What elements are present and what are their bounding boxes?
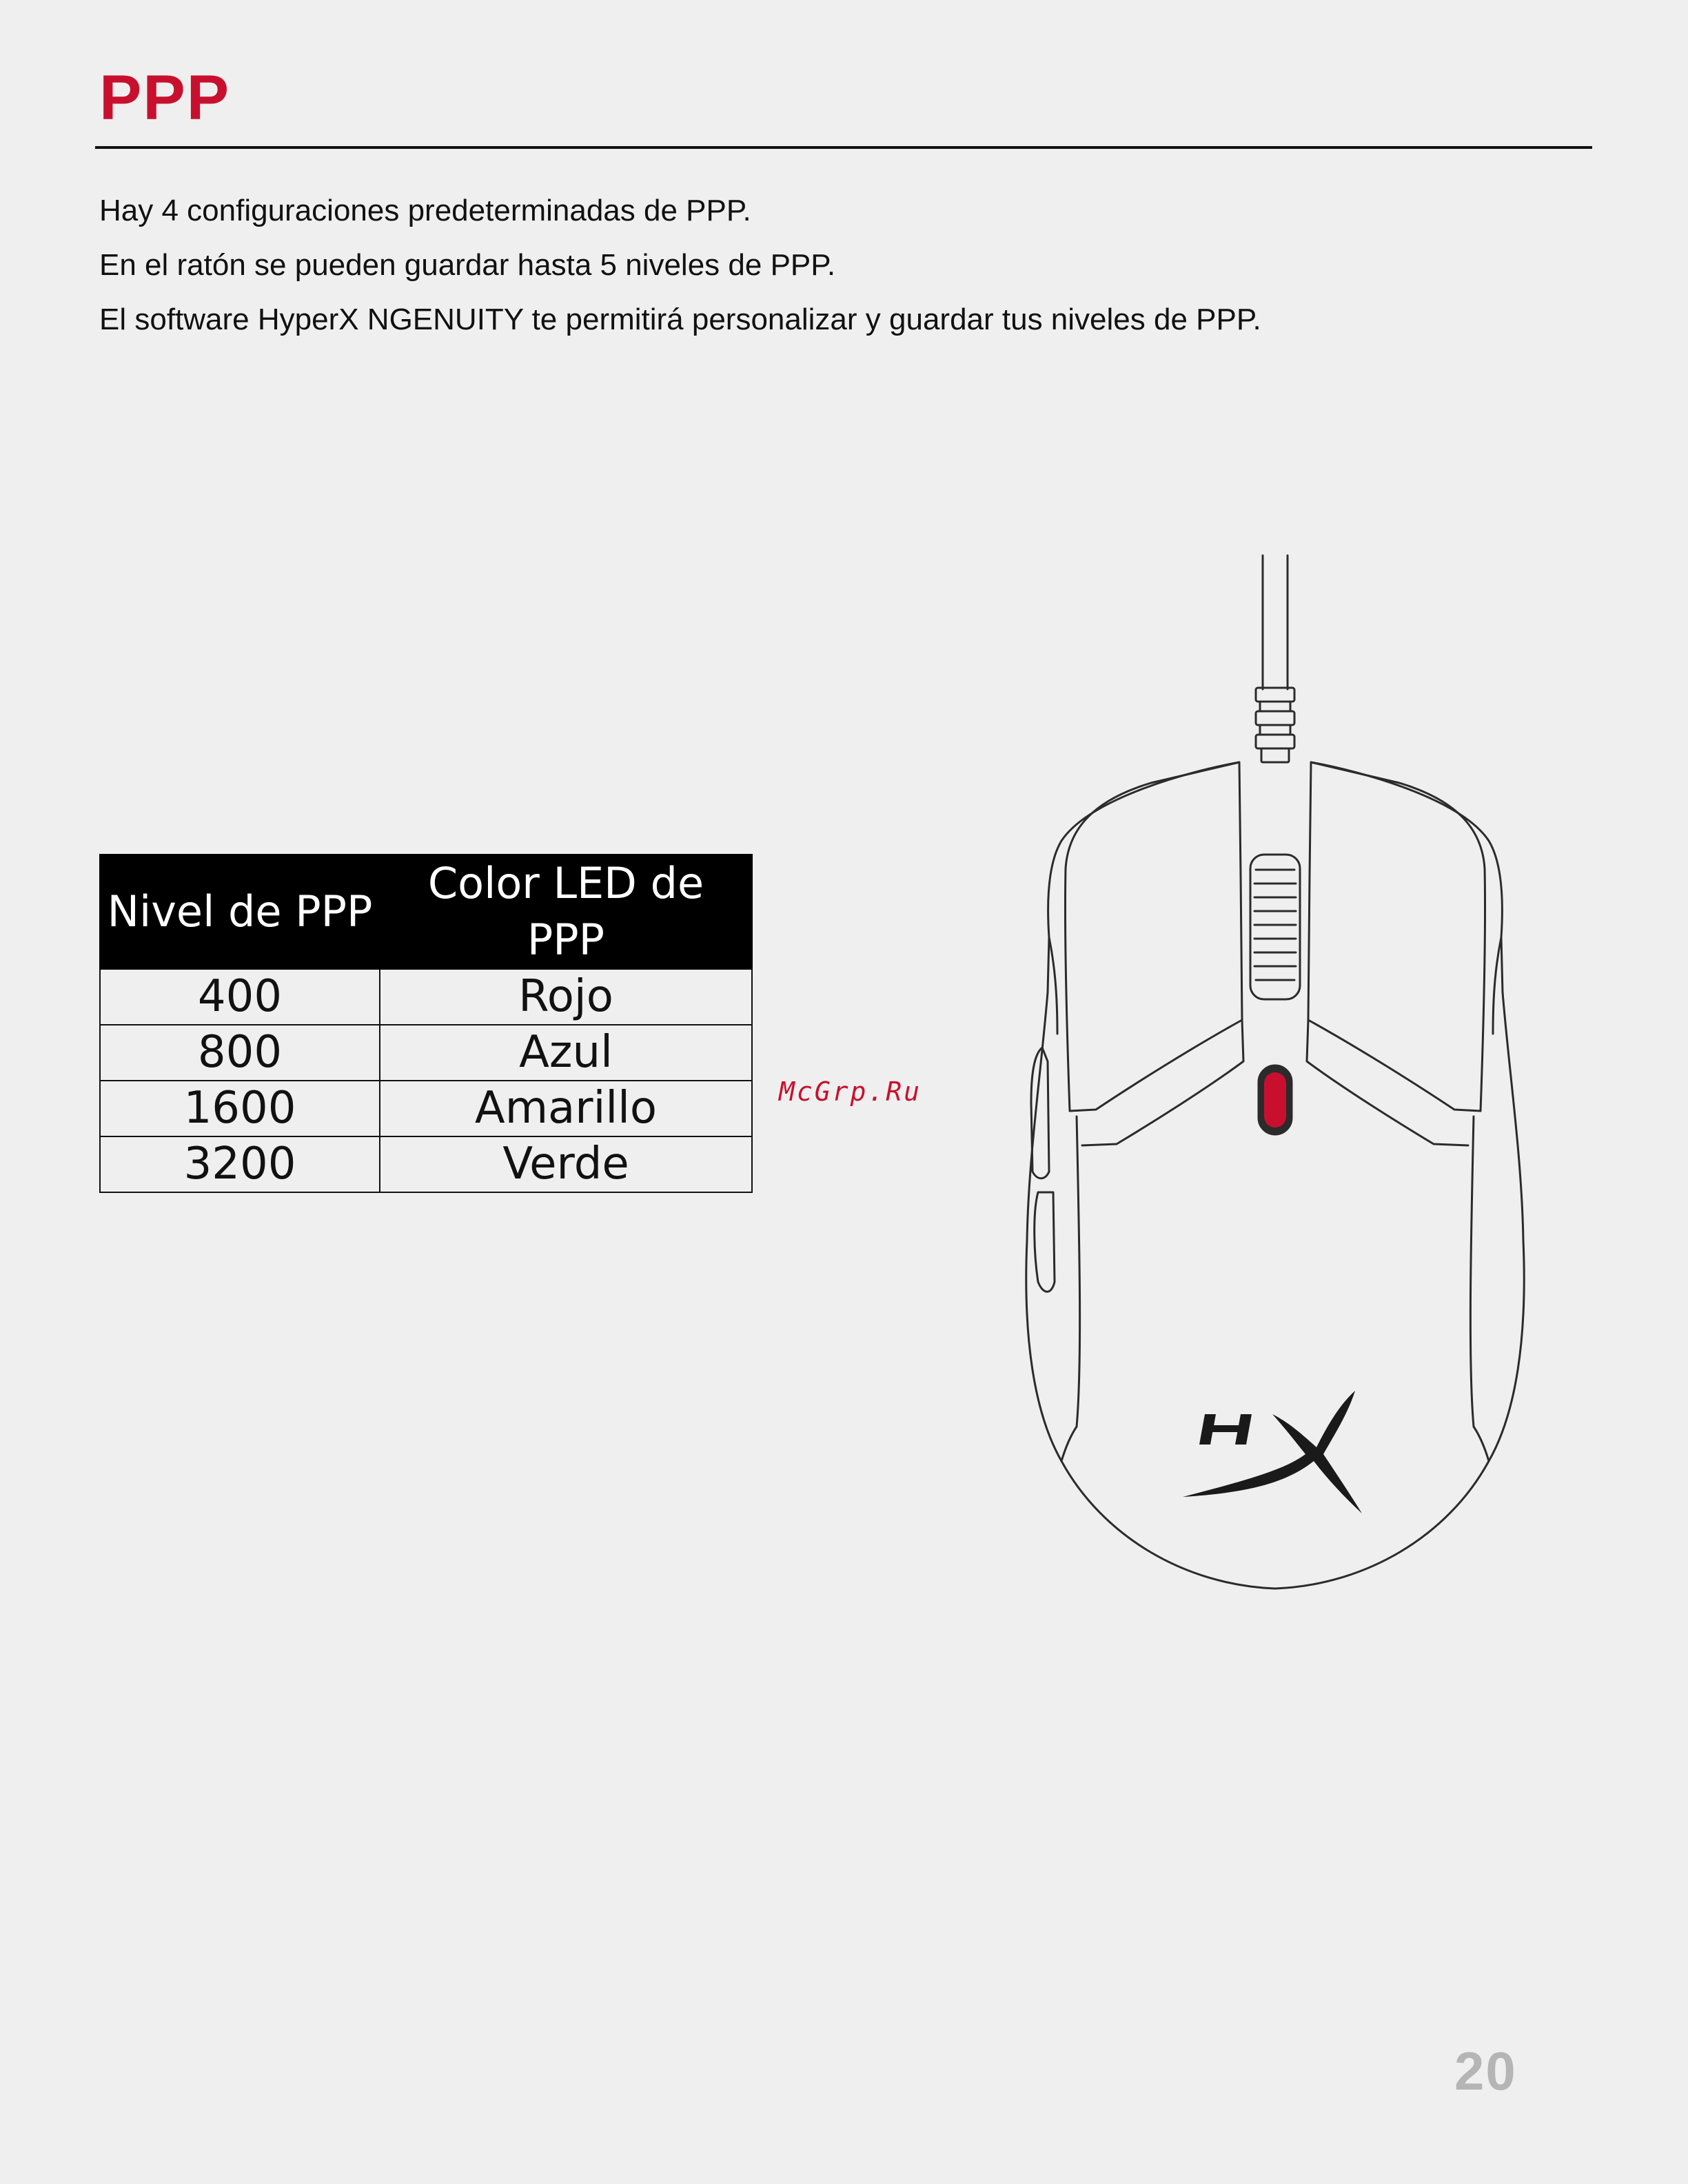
table-row bbox=[100, 1025, 752, 1081]
button-valley-line bbox=[1082, 1020, 1243, 1145]
watermark: McGrp.Ru bbox=[779, 1076, 922, 1107]
intro-text bbox=[99, 183, 1261, 347]
shell-seam bbox=[1474, 1427, 1489, 1461]
side-grip-line bbox=[1049, 937, 1057, 1034]
mouse-body-outline bbox=[1026, 762, 1524, 1589]
led-color: Amarillo bbox=[380, 1081, 752, 1136]
dpi-table bbox=[99, 854, 753, 1193]
shell-seam bbox=[1061, 1427, 1077, 1461]
intro-line: El software HyperX NGENUITY te permitirá personalizar y guardar tus niveles de PPP. bbox=[99, 303, 1261, 336]
side-grip-line bbox=[1493, 937, 1501, 1034]
header-led-color: Color LED de PPP bbox=[380, 855, 752, 969]
dpi-led bbox=[1264, 1072, 1286, 1127]
button-valley-line bbox=[1307, 1020, 1468, 1145]
dpi-value: 800 bbox=[100, 1025, 380, 1081]
strain-relief bbox=[1256, 688, 1294, 762]
led-color: Rojo bbox=[380, 969, 752, 1025]
left-button-outline bbox=[1065, 762, 1242, 1111]
intro-line: En el ratón se pueden guardar hasta 5 niveles de PPP. bbox=[99, 248, 836, 282]
intro-line: Hay 4 configuraciones predeterminadas de PPP. bbox=[99, 194, 751, 227]
right-button-outline bbox=[1308, 762, 1485, 1111]
side-grip-line bbox=[1470, 1116, 1474, 1427]
side-grip-line bbox=[1077, 1116, 1080, 1427]
hyperx-logo-icon bbox=[1183, 1391, 1362, 1513]
dpi-value: 3200 bbox=[100, 1136, 380, 1192]
table-header-row bbox=[100, 855, 752, 969]
side-button-back bbox=[1035, 1192, 1055, 1292]
title-divider bbox=[95, 146, 1592, 149]
table-row bbox=[100, 1081, 752, 1136]
table-row bbox=[100, 969, 752, 1025]
header-dpi-level: Nivel de PPP bbox=[100, 855, 380, 969]
page-number: 20 bbox=[1454, 2041, 1517, 2101]
mouse-illustration bbox=[1013, 551, 1537, 1688]
dpi-value: 1600 bbox=[100, 1081, 380, 1136]
table-row bbox=[100, 1136, 752, 1192]
dpi-value: 400 bbox=[100, 969, 380, 1025]
scroll-wheel bbox=[1250, 855, 1300, 999]
page-title: PPP bbox=[99, 63, 231, 133]
led-color: Verde bbox=[380, 1136, 752, 1192]
led-color: Azul bbox=[380, 1025, 752, 1081]
